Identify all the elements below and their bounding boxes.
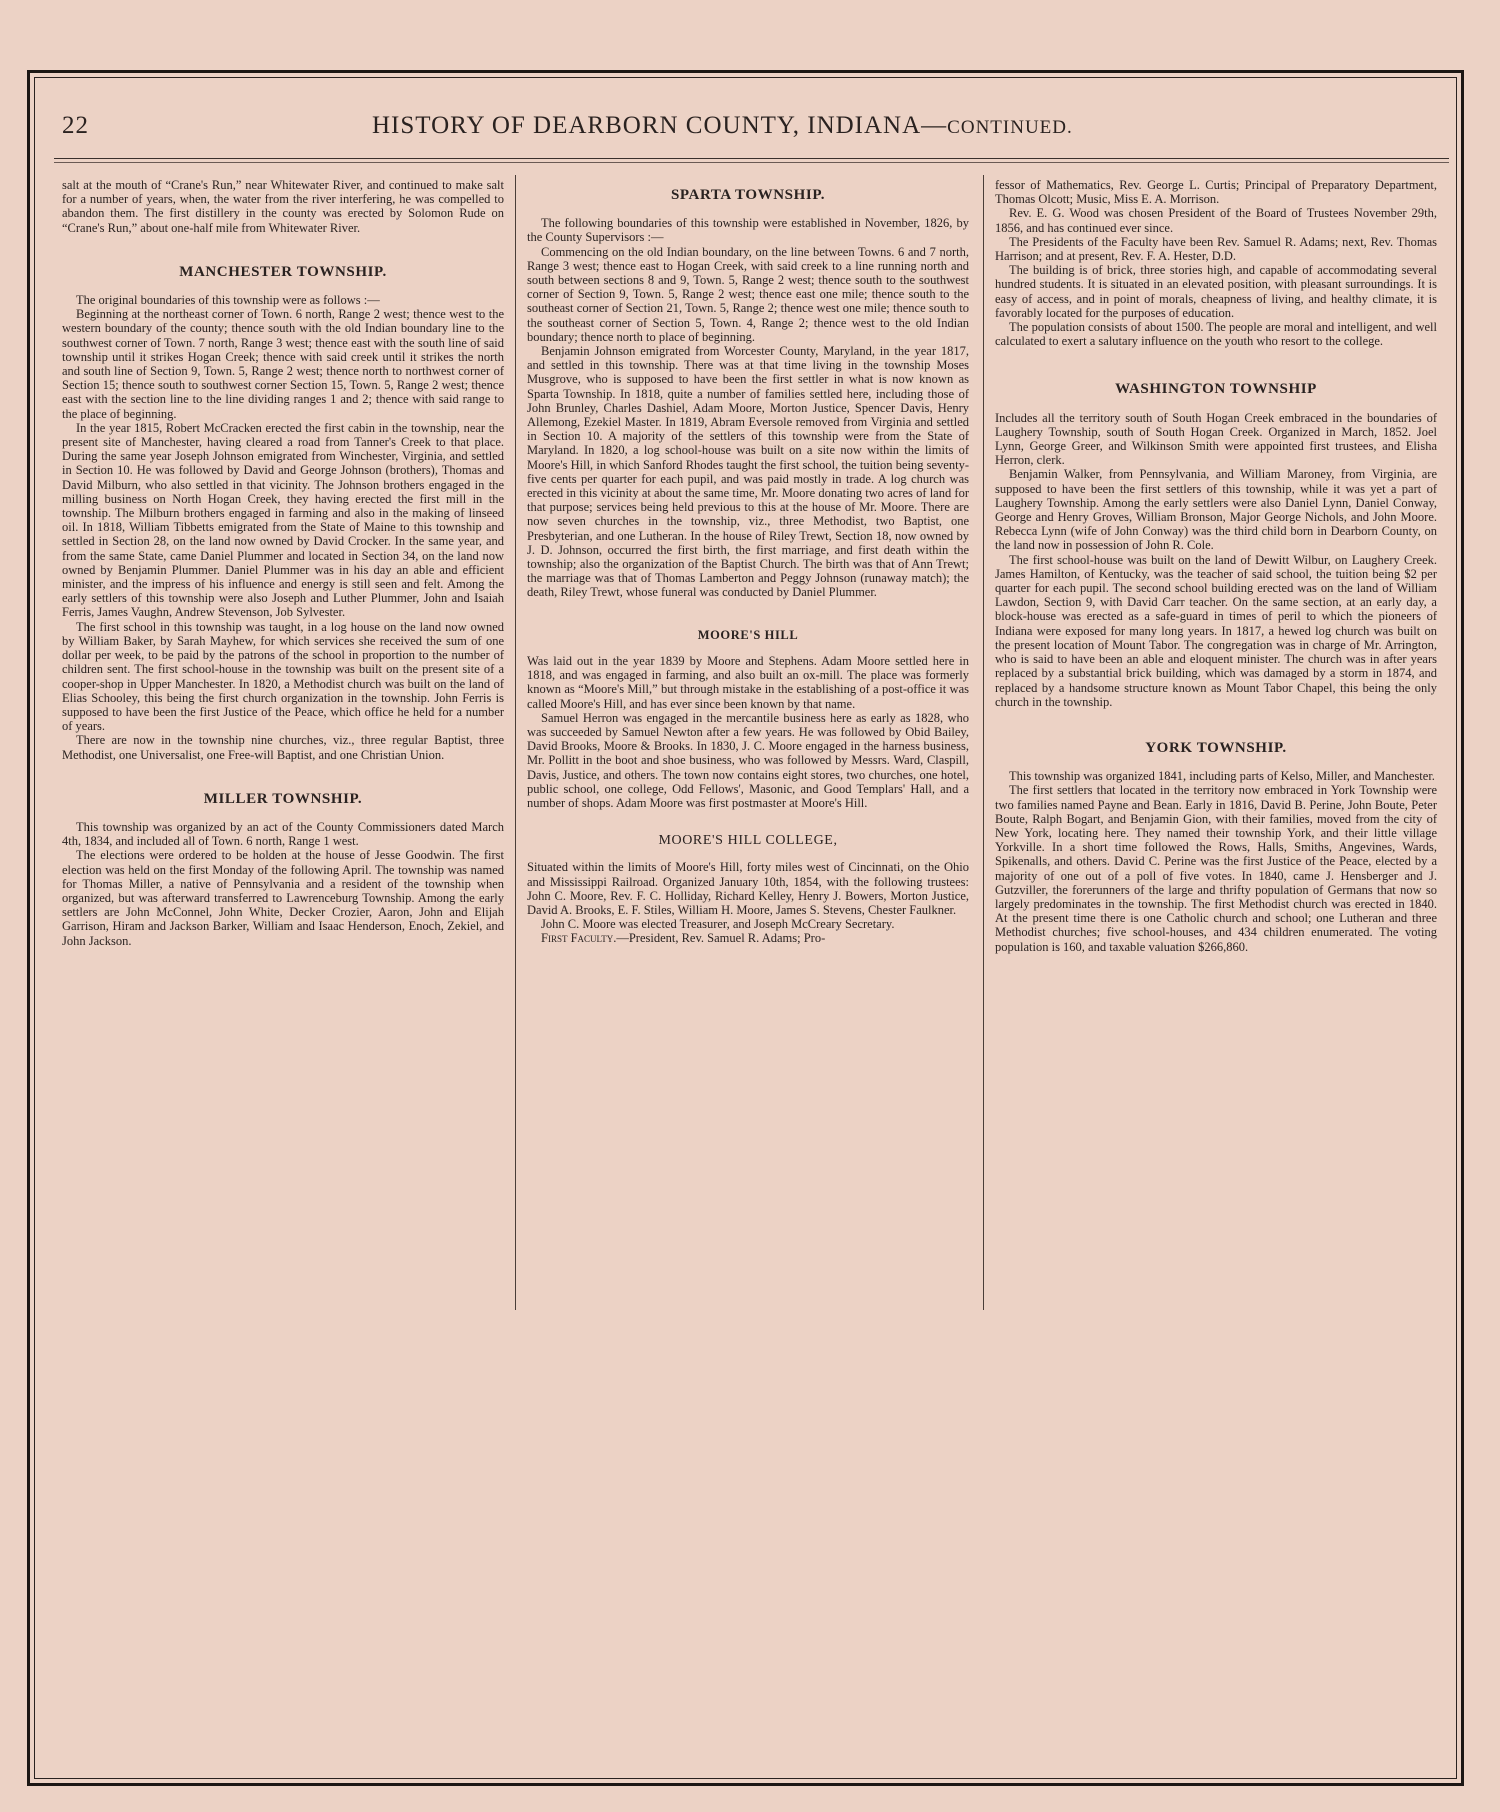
- washington-paragraph: Includes all the territory south of South Hogan Creek embraced in the boundaries of Laughery Township, south of South Hogan Creek. Organized in March, 1852. Joel Lynn, George Greer, and Wilkinson Smith were appointed first trustees, and Elisha Herron, clerk.: [995, 410, 1437, 468]
- college-cont-paragraph: fessor of Mathematics, Rev. George L. Curtis; Principal of Preparatory Department, Thomas Olcott; Music, Miss E. A. Morrison.: [995, 178, 1437, 207]
- title-main: HISTORY OF DEARBORN COUNTY, INDIANA—: [372, 112, 948, 139]
- heading-moores-hill-college: MOORE'S HILL COLLEGE,: [658, 833, 838, 849]
- college-cont-paragraph: The population consists of about 1500. The people are moral and intelligent, and well calculated to exert a salutary influence on the youth who resort to the college.: [995, 320, 1437, 349]
- heading-york: YORK TOWNSHIP.: [1145, 739, 1287, 756]
- washington-paragraph: Benjamin Walker, from Pennsylvania, and William Maroney, from Virginia, are supposed to have been the first settlers of this township, while it was yet a part of Laughery Township. Among the early settlers were also Daniel Lynn, Daniel Conway, George and Henry Groves, William Bronson, Major George Nichols, and John Moore. Rebecca Lynn (wife of John Conway) was the third child born in Dearborn County, on the land now in possession of John R. Cole.: [995, 467, 1437, 553]
- faculty-lead: First Faculty.: [541, 931, 617, 946]
- column-divider-1: [515, 175, 516, 1310]
- miller-paragraph: The elections were ordered to be holden at the house of Jesse Goodwin. The first election was held on the first Monday of the following April. The township was named for Thomas Miller, a native of Pennsylvania and a resident of the township when organized, but was afterward transferred to Lawrenceburg Township. Among the early settlers are John McConnel, John White, Decker Crozier, Aaron, John and Elijah Garrison, Hiram and Jackson Barker, William and Isaac Henderson, Enoch, Zekiel, and John Jackson.: [62, 848, 504, 948]
- title-continued: CONTINUED.: [947, 117, 1073, 138]
- college-paragraph: Situated within the limits of Moore's Hill, forty miles west of Cincinnati, on the Ohio and Mississippi Railroad. Organized January 10th, 1854, with the following trustees: John C. Moore, Rev. F. C. Holliday, Richard Kelley, Henry J. Bowers, Morton Justice, David A. Brooks, E. F. Stiles, William H. Moore, James S. Stevens, Chester Faulkner.: [527, 860, 969, 917]
- header-rule-secondary: [54, 162, 1449, 163]
- manchester-paragraph: The original boundaries of this township were as follows :—: [76, 293, 380, 308]
- sparta-paragraph: Benjamin Johnson emigrated from Worcester County, Maryland, in the year 1817, and settled in this township. There was at that time living in the township Moses Musgrove, who is supposed to have been the first settler in what is now known as Sparta Township. In 1818, quite a number of families settled here, including those of John Brunley, Charles Dashiel, Adam Moore, Morton Justice, Spencer Davis, Henry Allemong, Ezekiel Master. In 1819, Abram Eversole removed from Virginia and settled in Section 10. A majority of the settlers of this township were from the State of Maryland. In 1820, a log school-house was built on a site now within the limits of Moore's Hill, in which Sanford Rhodes taught the first school, the tuition being seventy-five cents per quarter for each pupil, and was paid mostly in trade. A log church was erected in this vicinity at about the same time, Mr. Moore donating two acres of land for that purpose; services being held previous to this at the house of Mr. Moore. There are now seven churches in the township, viz., three Methodist, two Baptist, one Presbyterian, and one Lutheran. In the house of Riley Trewt, Section 18, now owned by J. D. Johnson, occurred the first birth, the first marriage, and first death within the township; also the organization of the Baptist Church. The birth was that of Ann Trewt; the marriage was that of Thomas Lamberton and Peggy Johnson (runaway match); the death, Riley Trewt, whose funeral was conducted by Daniel Plummer.: [527, 344, 969, 600]
- column-divider-2: [983, 175, 984, 1310]
- college-paragraph: John C. Moore was elected Treasurer, and Joseph McCreary Secretary.: [541, 917, 895, 932]
- york-paragraph: This township was organized 1841, including parts of Kelso, Miller, and Manchester.: [1009, 769, 1435, 784]
- intro-paragraph: salt at the mouth of “Crane's Run,” near Whitewater River, and continued to make salt for a number of years, when, the water from the river interfering, he was compelled to abandon them. The first distillery in the county was erected by Solomon Rude on “Crane's Run,” about one-half mile from Whitewater River.: [62, 178, 504, 235]
- faculty-text: —President, Rev. Samuel R. Adams; Pro-: [616, 931, 826, 946]
- heading-manchester: MANCHESTER TOWNSHIP.: [179, 263, 387, 280]
- sparta-paragraph: Commencing on the old Indian boundary, on the line between Towns. 6 and 7 north, Range 3 west; thence east to Hogan Creek, with said creek to a line running north and south between sections 8 and 9, Town. 5, Range 2 west; thence south to the southwest corner of Section 9, Town. 5, Range 2 west; thence east one mile; thence south to the southeast corner of Section 21, Town. 5, Range 2; thence west one mile; thence south to the southeast corner of Section 5, Town. 4, Range 2; thence west to the old Indian boundary; thence north to place of beginning.: [527, 244, 969, 344]
- sparta-paragraph: The following boundaries of this township were established in November, 1826, by the County Supervisors :—: [527, 216, 969, 245]
- manchester-paragraph: Beginning at the northeast corner of Town. 6 north, Range 2 west; thence west to the western boundary of the county; thence south with the old Indian boundary line to the southwest corner of Town. 7 north, Range 3 west; thence east with the south line of said township until it strikes Hogan Creek; thence with said creek until it strikes the north and south line of Section 9, Town. 5, Range 2 west; thence north to northwest corner of Section 15; thence south to southwest corner Section 15, Town. 5, Range 2 west; thence east with the section line to the line dividing ranges 1 and 2; thence with said range to the place of beginning.: [62, 307, 504, 421]
- column-3: [995, 178, 1437, 954]
- manchester-paragraph: The first school in this township was taught, in a log house on the land now owned by William Baker, by Sarah Mayhew, for which services she received the sum of one dollar per week, to be paid by the patrons of the school in proportion to the number of children sent. The first school-house in the township was built on the present site of a cooper-shop in Upper Manchester. In 1820, a Methodist church was built on the land of Elias Schooley, this being the first church organization in the township. John Ferris is supposed to have been the first Justice of the Peace, which office he held for a number of years.: [62, 619, 504, 734]
- heading-sparta: SPARTA TOWNSHIP.: [670, 187, 826, 203]
- washington-paragraph: The first school-house was built on the land of Dewitt Wilbur, on Laughery Creek. James Hamilton, of Kentucky, was the teacher of said school, the tuition being $2 per quarter for each pupil. The second school building erected was on the land of William Lawdon, Section 9, with David Carr teacher. On the same section, at an early day, a block-house was erected as a safe-guard in times of peril to which the pioneers of Indiana were exposed for many long years. In 1817, a hewed log church was built on the present location of Mount Tabor. The congregation was in charge of Mr. Arrington, who is said to have been an able and eloquent minister. The church was in after years replaced by a substantial brick building, which was damaged by a storm in 1874, and replaced by a handsome structure known as Mount Tabor Chapel, this being the only church in the township.: [995, 552, 1437, 709]
- column-2: [527, 178, 969, 946]
- manchester-paragraph: There are now in the township nine churches, viz., three regular Baptist, three Methodist, one Universalist, one Free-will Baptist, and one Christian Union.: [62, 733, 504, 762]
- header-rule: [54, 158, 1449, 159]
- york-paragraph: The first settlers that located in the territory now embraced in York Township were two families named Payne and Bean. Early in 1816, David B. Perine, John Boute, Peter Boute, Ralph Bogart, and Benjamin Gion, with their families, moved from the city of New York, locating here. They named their township York, and their little village Yorkville. In a short time followed the Rows, Halls, Smiths, Angevines, Wards, Spikenalls, and others. David C. Perine was the first Justice of the Peace, elected by a majority of one out of a poll of five votes. In 1840, came J. Hensberger and J. Gutzviller, the forerunners of the large and thrifty population of Germans that now so largely predominates in the township. The first Methodist church was erected in 1840. At the present time there is one Catholic church and school; one Lutheran and three Methodist churches; five school-houses, and 434 children enumerated. The voting population is 160, and taxable valuation $266,860.: [995, 783, 1437, 954]
- heading-washington: WASHINGTON TOWNSHIP: [1115, 381, 1317, 398]
- miller-paragraph: This township was organized by an act of the County Commissioners dated March 4th, 1834, and included all of Town. 6 north, Range 1 west.: [62, 819, 504, 849]
- column-1: [62, 178, 504, 948]
- page-header: [62, 112, 1447, 162]
- college-cont-paragraph: Rev. E. G. Wood was chosen President of the Board of Trustees November 29th, 1856, and has continued ever since.: [995, 206, 1437, 235]
- heading-miller: MILLER TOWNSHIP.: [203, 790, 363, 807]
- heading-moores-hill: MOORE'S HILL: [697, 627, 799, 642]
- manchester-paragraph: In the year 1815, Robert McCracken erected the first cabin in the township, near the present site of Manchester, having cleared a road from Tanner's Creek to that place. During the same year Joseph Johnson emigrated from Winchester, Virginia, and settled in Section 10. He was followed by David and George Johnson (brothers), Thomas and David Milburn, who also settled in that vicinity. The Johnson brothers engaged in the milling business on North Hogan Creek, they having erected the first mill in the township. The Milburn brothers engaged in farming and also in the making of linseed oil. In 1818, William Tibbetts emigrated from the State of Maine to this township and settled in Section 28, on the land now owned by David Crocker. In the same year, and from the same State, came Daniel Plummer and located in Section 34, on the land now owned by Benjamin Plummer. Daniel Plummer was in his day an able and efficient minister, and the impress of his influence and energy is still seen and felt. Among the early settlers of this township were also Joseph and Luther Plummer, John and Isaiah Ferris, James Vaughn, Andrew Stevenson, Job Sylvester.: [62, 420, 504, 620]
- college-cont-paragraph: The Presidents of the Faculty have been Rev. Samuel R. Adams; next, Rev. Thomas Harrison; and at present, Rev. F. A. Hester, D.D.: [995, 234, 1437, 264]
- moores-hill-paragraph: Samuel Herron was engaged in the mercantile business here as early as 1828, who was succeeded by Samuel Newton after a few years. He was followed by Obid Bailey, David Brooks, Moore & Brooks. In 1830, J. C. Moore engaged in the harness business, Mr. Pollitt in the boot and shoe business, who was followed by Messrs. Ward, Claspill, Davis, Justice, and others. The town now contains eight stores, two churches, one hotel, public school, one college, Odd Fellows', Masonic, and Good Templars' Hall, and a number of shops. Adam Moore was first postmaster at Moore's Hill.: [527, 710, 969, 810]
- moores-hill-paragraph: Was laid out in the year 1839 by Moore and Stephens. Adam Moore settled here in 1818, and was engaged in farming, and also built an ox-mill. The place was formerly known as “Moore's Mill,” but through mistake in the establishing of a post-office it was called Moore's Hill, and has ever since been known by that name.: [527, 653, 969, 711]
- page-number: 22: [62, 112, 89, 139]
- college-cont-paragraph: The building is of brick, three stories high, and capable of accommodating several hundred students. It is situated in an elevated position, with pleasant surroundings. It is easy of access, and in point of morals, cheapness of living, and healthy climate, it is favorably located for the purposes of education.: [995, 263, 1437, 320]
- faculty-paragraph: [527, 931, 969, 945]
- page-title: [372, 112, 1073, 140]
